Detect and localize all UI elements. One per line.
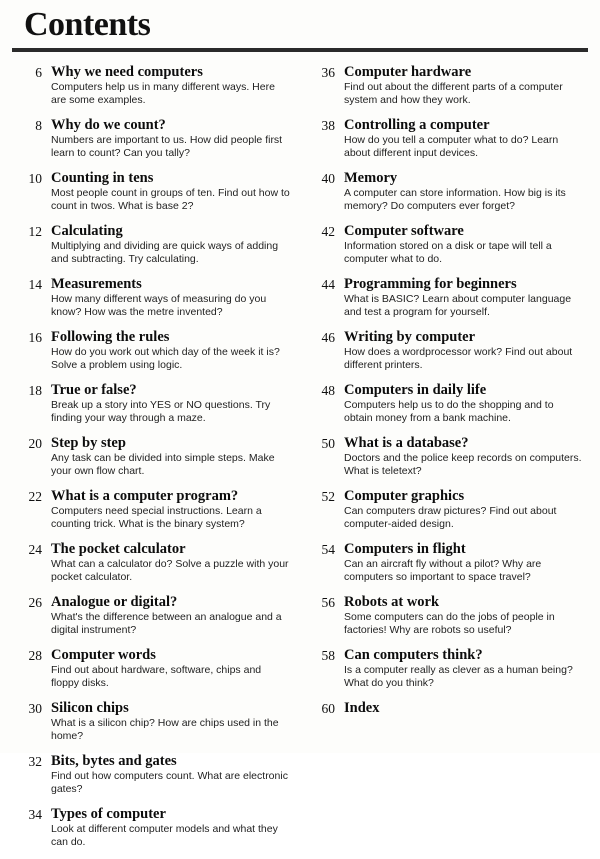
entry-title[interactable]: The pocket calculator [51,541,186,557]
entry-body [344,170,584,212]
entry-description: Multiplying and dividing are quick ways of adding and subtracting. Try calculating. [51,240,279,265]
entry-description: What is a silicon chip? How are chips used in the home? [51,717,279,742]
entry-page-number: 22 [28,489,42,504]
entry-title[interactable]: Computer software [344,223,464,239]
contents-entry[interactable] [16,541,291,583]
entry-title[interactable]: True or false? [51,382,137,398]
entry-description: Computers need special instructions. Learn a counting trick. What is the binary system? [51,505,262,530]
entry-title[interactable]: Can computers think? [344,647,483,663]
entry-page-number: 40 [321,171,335,186]
entry-body [344,276,584,318]
entry-description: Can an aircraft fly without a pilot? Why are computers so important to space travel? [344,558,542,583]
entry-page-number: 18 [28,383,42,398]
entry-title[interactable]: Index [344,700,380,716]
entry-description: What can a calculator do? Solve a puzzle with your pocket calculator. [51,558,289,583]
entry-page-number: 8 [35,118,42,133]
contents-entry[interactable] [309,700,584,717]
contents-entry[interactable] [16,700,291,742]
entry-body [344,594,584,636]
entry-title[interactable]: Writing by computer [344,329,476,345]
contents-entry[interactable] [309,64,584,106]
entry-title[interactable]: Calculating [51,223,123,239]
entry-body [51,806,291,848]
entry-body [51,700,291,742]
entry-title[interactable]: Following the rules [51,329,170,345]
entry-page-number: 58 [321,648,335,663]
entry-title[interactable]: Types of computer [51,806,166,822]
entry-page-number: 26 [28,595,42,610]
contents-entry[interactable] [16,276,291,318]
entry-title[interactable]: Counting in tens [51,170,154,186]
entry-title[interactable]: Memory [344,170,398,186]
page-title: Contents [24,6,151,43]
entry-description: A computer can store information. How big is its memory? Do computers ever forget? [344,187,566,212]
entry-page-number: 12 [28,224,42,239]
entry-page-number: 10 [28,171,42,186]
entry-body [51,382,291,424]
entry-body [51,541,291,583]
entry-body [51,170,291,212]
entry-description: What's the difference between an analogue and a digital instrument? [51,611,282,636]
entry-title[interactable]: Step by step [51,435,126,451]
entry-title[interactable]: Why we need computers [51,64,203,80]
contents-entry[interactable] [16,594,291,636]
entry-body [344,64,584,106]
contents-column-right [309,64,584,859]
contents-entry[interactable] [16,382,291,424]
contents-entry[interactable] [309,329,584,371]
entry-body [51,594,291,636]
entry-body [344,541,584,583]
entry-body [51,117,291,159]
contents-entry[interactable] [16,488,291,530]
entry-description: Most people count in groups of ten. Find out how to count in twos. What is base 2? [51,187,290,212]
entry-description: How do you work out which day of the week it is? Solve a problem using logic. [51,346,280,371]
contents-entry[interactable] [16,64,291,106]
entry-title[interactable]: Controlling a computer [344,117,490,133]
entry-page-number: 38 [321,118,335,133]
entry-description: Numbers are important to us. How did people first learn to count? Can you tally? [51,134,283,159]
entry-body [51,647,291,689]
entry-body [344,382,584,424]
contents-entry[interactable] [16,223,291,265]
contents-columns [10,64,590,859]
entry-body [344,700,584,717]
entry-page-number: 30 [28,701,42,716]
contents-entry[interactable] [16,117,291,159]
entry-body [51,488,291,530]
entry-title[interactable]: Robots at work [344,594,440,610]
entry-title[interactable]: Silicon chips [51,700,129,716]
contents-entry[interactable] [309,117,584,159]
entry-body [51,435,291,477]
entry-page-number: 34 [28,807,42,822]
entry-title[interactable]: Analogue or digital? [51,594,178,610]
entry-page-number: 56 [321,595,335,610]
entry-title[interactable]: Computer hardware [344,64,472,80]
entry-page-number: 16 [28,330,42,345]
contents-entry[interactable] [309,594,584,636]
entry-description: Information stored on a disk or tape will tell a computer what to do. [344,240,552,265]
contents-entry[interactable] [309,382,584,424]
contents-entry[interactable] [309,488,584,530]
entry-description: Can computers draw pictures? Find out about computer-aided design. [344,505,557,530]
entry-page-number: 28 [28,648,42,663]
entry-body [51,64,291,106]
entry-body [51,753,291,795]
entry-title[interactable]: Computer words [51,647,156,663]
contents-entry[interactable] [16,647,291,689]
entry-description: What is BASIC? Learn about computer language and test a program for yourself. [344,293,572,318]
contents-entry[interactable] [16,435,291,477]
contents-entry[interactable] [16,806,291,848]
entry-title[interactable]: Computer graphics [344,488,465,504]
entry-description: Any task can be divided into simple steps. Make your own flow chart. [51,452,275,477]
entry-page-number: 42 [321,224,335,239]
entry-description: Computers help us to do the shopping and to obtain money from a bank machine. [344,399,554,424]
entry-body [344,329,584,371]
entry-body [51,329,291,371]
entry-page-number: 14 [28,277,42,292]
entry-title[interactable]: Why do we count? [51,117,166,133]
entry-page-number: 54 [321,542,335,557]
entry-body [344,647,584,689]
entry-page-number: 50 [321,436,335,451]
contents-column-left [16,64,291,859]
title-divider [12,48,588,52]
entry-title[interactable]: What is a computer program? [51,488,239,504]
entry-body [344,435,584,477]
entry-body [51,223,291,265]
entry-body [344,488,584,530]
entry-page-number: 20 [28,436,42,451]
contents-entry[interactable] [309,541,584,583]
entry-title[interactable]: Computers in daily life [344,382,487,398]
entry-title[interactable]: Programming for beginners [344,276,517,292]
entry-page-number: 6 [35,65,42,80]
entry-description: Computers help us in many different ways. Here are some examples. [51,81,275,106]
entry-title[interactable]: Computers in flight [344,541,466,557]
entry-description: Find out how computers count. What are electronic gates? [51,770,288,795]
entry-page-number: 44 [321,277,335,292]
entry-page-number: 36 [321,65,335,80]
entry-page-number: 24 [28,542,42,557]
entry-description: How do you tell a computer what to do? Learn about different input devices. [344,134,559,159]
entry-description: Doctors and the police keep records on computers. What is teletext? [344,452,582,477]
entry-page-number: 52 [321,489,335,504]
contents-entry[interactable] [309,647,584,689]
entry-page-number: 46 [321,330,335,345]
contents-entry[interactable] [309,276,584,318]
entry-description: Some computers can do the jobs of people in factories! Why are robots so useful? [344,611,555,636]
entry-description: How many different ways of measuring do you know? How was the metre invented? [51,293,267,318]
entry-page-number: 60 [321,701,335,716]
contents-entry[interactable] [16,753,291,795]
entry-body [344,223,584,265]
entry-title[interactable]: Measurements [51,276,142,292]
entry-description: Look at different computer models and what they can do. [51,823,278,848]
entry-description: Break up a story into YES or NO questions. Try finding your way through a maze. [51,399,271,424]
contents-entry[interactable] [16,329,291,371]
entry-page-number: 32 [28,754,42,769]
entry-page-number: 48 [321,383,335,398]
entry-body [51,276,291,318]
entry-body [344,117,584,159]
entry-description: Is a computer really as clever as a human being? What do you think? [344,664,573,689]
entry-description: Find out about the different parts of a computer system and how they work. [344,81,563,106]
contents-entry[interactable] [309,170,584,212]
entry-title[interactable]: What is a database? [344,435,469,451]
contents-entry[interactable] [16,170,291,212]
entry-description: Find out about hardware, software, chips and floppy disks. [51,664,262,689]
contents-entry[interactable] [309,223,584,265]
entry-title[interactable]: Bits, bytes and gates [51,753,177,769]
contents-entry[interactable] [309,435,584,477]
entry-description: How does a wordprocessor work? Find out about different printers. [344,346,573,371]
